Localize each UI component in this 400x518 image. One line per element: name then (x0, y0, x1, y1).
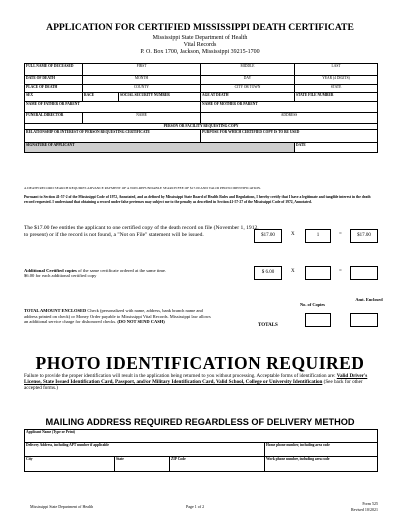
first-equals-sign: = (339, 232, 342, 237)
total-amount-label: TOTAL AMOUNT ENCLOSED (24, 308, 87, 313)
dept-name: Mississippi State Department of Health (152, 35, 248, 41)
signature-field[interactable]: SIGNATURE OF APPLICANT (25, 142, 295, 152)
office-name: Vital Records (183, 42, 217, 48)
funeral-name-field[interactable]: NAME (83, 112, 201, 123)
mailing-table (24, 429, 378, 472)
sex-field[interactable]: SEX (25, 93, 83, 102)
additional-copies-label: Additional Certified copies (24, 268, 77, 273)
city-field[interactable]: CITY OR TOWN (201, 84, 295, 93)
funeral-address-field[interactable]: ADDRESS (201, 112, 378, 123)
death-day-field[interactable]: DAY (201, 76, 295, 85)
form-title: APPLICATION FOR CERTIFIED MISSISSIPPI DEATH CERTIFICATE (46, 22, 354, 33)
mailing-heading: MAILING ADDRESS REQUIRED REGARDLESS OF DELIVERY METHOD (45, 417, 355, 427)
accepted-ids: Valid Driver's License, State Issued Identification Card, Passport, and/or Military Identification Card, Valid School, College or University Identification (24, 373, 368, 386)
applicant-name-field[interactable]: Applicant Name (Type or Print) (25, 430, 378, 443)
additional-total-box[interactable] (350, 266, 378, 280)
total-amount-text (24, 308, 214, 325)
first-times-sign: X (291, 232, 295, 237)
purpose-field[interactable]: PURPOSE FOR WHICH CERTIFIED COPY IS TO BE USED (201, 129, 378, 142)
mail-zip-field[interactable]: ZIP Code (170, 457, 265, 472)
first-qty-box[interactable]: 1 (305, 229, 331, 243)
middle-name-field[interactable]: MIDDLE (201, 64, 295, 76)
footer-page-number: Page 1 of 2 (186, 504, 205, 509)
person-requesting-header: PERSON OR FACILITY REQUESTING COPY (25, 123, 378, 129)
search-fee-notice: A DEATH RECORD SEARCH REQUIRES ADVANCE PAYMENT OF A NON-REFUNDABLE SEARCH FEE OF $17.00 AND VALID PHOTO IDENTIFICATION. (24, 186, 261, 190)
statute-statement: Pursuant to Section 41-57-2 of the Mississippi Code of 1972, Annotated, and as defined by Mississippi State Board of Health Rules and Regulations, I hereby certify that I have a legitimate and tangible interest in the death record requested. I understand that obtaining a record under false pretenses may subject me to the penalty as described in Section 41-57-27 of the Mississippi Code of 1972, Annotated. (24, 195, 371, 204)
first-name-field[interactable]: FIRST (83, 64, 201, 76)
full-name-label: FULL NAME OF DECEASED (25, 64, 83, 76)
additional-qty-box[interactable] (305, 266, 331, 280)
home-phone-field[interactable]: Home phone number, including area code (265, 443, 378, 457)
photo-id-heading: PHOTO IDENTIFICATION REQUIRED (35, 353, 365, 373)
work-phone-field[interactable]: Work phone number, including area code (265, 457, 378, 472)
date-field[interactable]: DATE (295, 142, 378, 152)
relationship-field[interactable]: RELATIONSHIP OR INTEREST OF PERSON REQUESTING CERTIFICATE (25, 129, 201, 142)
mother-name-field[interactable]: NAME OF MOTHER OR PARENT (201, 101, 378, 112)
totals-qty-box[interactable] (305, 313, 331, 327)
race-field[interactable]: RACE (83, 93, 119, 102)
photo-id-intro: Failure to provide the proper identification will result in the application being returned to you without processing. Acceptable forms of identification are: (24, 373, 336, 379)
date-of-death-label: DATE OF DEATH (25, 76, 83, 85)
additional-fee-box: $ 6.00 (254, 266, 282, 280)
additional-copies-sub: $6.00 for each additional certified copy (24, 273, 97, 278)
photo-id-note: (See back for other accepted forms.) (24, 379, 363, 392)
photo-id-text (24, 373, 377, 392)
ssn-field[interactable]: SOCIAL SECURITY NUMBER (119, 93, 201, 102)
state-file-field[interactable]: STATE FILE NUMBER (295, 93, 378, 102)
state-field[interactable]: STATE (295, 84, 378, 93)
footer-dept: Mississippi State Department of Health (30, 504, 94, 509)
death-year-field[interactable]: YEAR (4 DIGITS) (295, 76, 378, 85)
no-copies-header: No. of Copies (300, 302, 326, 307)
place-of-death-label: PLACE OF DEATH (25, 84, 83, 93)
first-fee-box: $17.00 (254, 229, 282, 243)
additional-times-sign: X (291, 269, 295, 274)
age-field[interactable]: AGE AT DEATH (201, 93, 295, 102)
mail-state-field[interactable]: State (115, 457, 170, 472)
footer-revised: Revised 10/2021 (351, 507, 378, 512)
decedent-info-table (24, 63, 378, 153)
total-amount-desc: Check (personalized with name, address, bank branch name and address printed on check) or Money Order payable to Mississippi Vital Records. Mississippi law allows an additional service charge for dishonored checks. (24, 308, 211, 325)
last-name-field[interactable]: LAST (295, 64, 378, 76)
first-total-box: $17.00 (350, 229, 378, 243)
amt-enclosed-header: Amt. Enclosed (355, 297, 383, 302)
mail-city-field[interactable]: City (25, 457, 115, 472)
totals-label: TOTALS (258, 323, 278, 328)
additional-copies-desc: of the same certificate ordered at the same time. (77, 268, 167, 273)
mailing-address: P. O. Box 1700, Jackson, Mississippi 39215-1700 (140, 49, 260, 55)
delivery-address-field[interactable]: Delivery Address, including APT number if applicable (25, 443, 265, 457)
funeral-director-label: FUNERAL DIRECTOR (25, 112, 83, 123)
father-name-field[interactable]: NAME OF FATHER OR PARENT (25, 101, 201, 112)
no-cash-warning: (DO NOT SEND CASH) (117, 319, 165, 325)
totals-amt-box[interactable] (350, 313, 378, 327)
death-month-field[interactable]: MONTH (83, 76, 201, 85)
first-copy-text: The $17.00 fee entitles the applicant to one certified copy of the death record on file (November 1, 1912, to present) or if the record is not found, a "Not on File" statement will be issued. (24, 225, 259, 238)
county-field[interactable]: COUNTY (83, 84, 201, 93)
additional-equals-sign: = (339, 269, 342, 274)
footer-form-number: Form 525 (362, 501, 378, 506)
